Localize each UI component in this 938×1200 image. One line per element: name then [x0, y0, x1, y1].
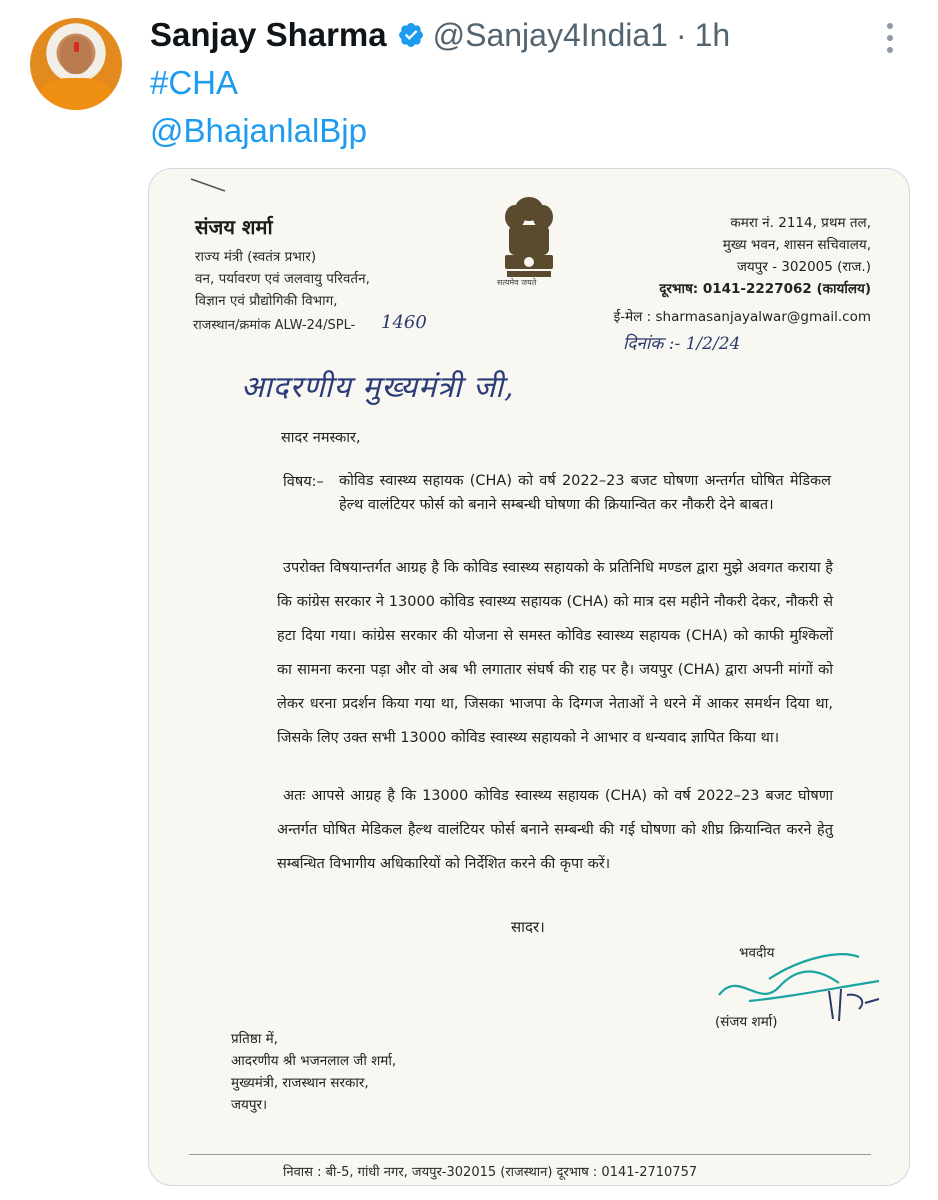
state-emblem-icon	[495, 191, 563, 291]
recipient-line-4: जयपुर।	[231, 1097, 268, 1113]
author-handle[interactable]: @Sanjay4India1	[432, 16, 668, 53]
reference-handwritten: 1460	[381, 312, 427, 333]
subject-text: कोविड स्वास्थ्य सहायक (CHA) को वर्ष 2022–23 बजट घोषणा अन्तर्गत घोषित मेडिकल हेल्थ वालंटियर फोर्स को बनाने सम्बन्धी घोषणा की क्रियान्वित कर नौकरी देने बाबत।	[339, 473, 831, 513]
verified-badge-icon	[397, 21, 425, 49]
closing-text: सादर।	[511, 918, 545, 936]
tweet-header	[150, 14, 730, 56]
separator-dot: ·	[675, 16, 687, 53]
emblem-motto: सत्यमेव जयते	[497, 278, 537, 287]
recipient-line-1: प्रतिष्ठा में,	[231, 1031, 278, 1047]
body-paragraph-2: अतः आपसे आग्रह है कि 13000 कोविड स्वास्थ्य सहायक (CHA) को वर्ष 2022–23 बजट घोषणा अन्तर्गत घोषित मेडिकल हैल्थ वालंटियर फोर्स बनाने सम्बन्धी की गई घोषणा को शीघ्र क्रियान्वित करने हेतु सम्बन्धित विभागीय अधिकारियों को निर्देशित करने की कृपा करें।	[277, 788, 833, 872]
reference-number: राजस्थान/क्रमांक ALW-24/SPL-	[193, 318, 356, 333]
address-city: जयपुर - 302005 (राज.)	[736, 259, 871, 275]
greeting: सादर नमस्कार,	[281, 430, 361, 446]
sender-designation: राज्य मंत्री (स्वतंत्र प्रभार)	[195, 249, 317, 265]
body-paragraph-1: उपरोक्त विषयान्तर्गत आग्रह है कि कोविड स्वास्थ्य सहायको के प्रतिनिधि मण्डल द्वारा मुझे अवगत कराया है कि कांग्रेस सरकार ने 13000 कोविड स्वास्थ्य सहायक (CHA) को मात्र दस महीने नौकरी देकर, नौकरी से हटा दिया गया। कांग्रेस सरकार की योजना से समस्त कोविड स्वास्थ्य सहायक (CHA) को काफी मुश्किलों का सामना करना पड़ा और वो अब भी लगातार संघर्ष की राह पर है। जयपुर (CHA) द्वारा अपनी मांगों को लेकर धरना प्रदर्शन किया गया था, जिसका भाजपा के दिग्गज नेताओं ने धरने में आकर समर्थन दिया था, जिसके लिए उक्त सभी 13000 कोविड स्वास्थ्य सहायको ने आभार व धन्यवाद ज्ञापित किया था।	[277, 560, 833, 746]
subject-label: विषय:–	[283, 474, 324, 490]
tweet-media-image[interactable]	[148, 168, 910, 1186]
letter-footer: निवास : बी-5, गांधी नगर, जयपुर-302015 (राजस्थान) दूरभाष : 0141-2710757	[283, 1165, 698, 1180]
hashtag-link[interactable]: #CHA	[150, 64, 239, 101]
address-email: ई-मेल : sharmasanjayalwar@gmail.com	[613, 309, 871, 325]
address-phone: दूरभाष: 0141-2227062 (कार्यालय)	[659, 281, 871, 297]
tweet-time[interactable]: 1h	[694, 16, 731, 53]
mention-link[interactable]: @BhajanlalBjp	[150, 112, 367, 149]
salutation-handwritten: आदरणीय मुख्यमंत्री जी,	[241, 370, 515, 405]
avatar-tilak	[74, 42, 79, 52]
yours-text: भवदीय	[739, 945, 775, 961]
sender-department-2: विज्ञान एवं प्रौद्योगिकी विभाग,	[195, 293, 338, 309]
recipient-line-3: मुख्यमंत्री, राजस्थान सरकार,	[231, 1075, 369, 1091]
avatar-shirt	[40, 78, 112, 110]
more-options-icon[interactable]	[880, 20, 900, 56]
recipient-line-2: आदरणीय श्री भजनलाल जी शर्मा,	[231, 1053, 397, 1069]
address-building: मुख्य भवन, शासन सचिवालय,	[722, 237, 871, 253]
avatar[interactable]	[30, 18, 122, 110]
pen-mark	[189, 175, 229, 195]
signer-name: (संजय शर्मा)	[715, 1014, 778, 1030]
author-display-name[interactable]: Sanjay Sharma	[150, 16, 387, 53]
sender-name: संजय शर्मा	[195, 215, 273, 239]
sender-department: वन, पर्यावरण एवं जलवायु परिवर्तन,	[195, 271, 370, 287]
footer-divider	[189, 1154, 871, 1155]
address-room: कमरा नं. 2114, प्रथम तल,	[730, 215, 871, 231]
letter-date: दिनांक :- 1/2/24	[623, 334, 741, 354]
letter-document	[149, 169, 909, 1185]
